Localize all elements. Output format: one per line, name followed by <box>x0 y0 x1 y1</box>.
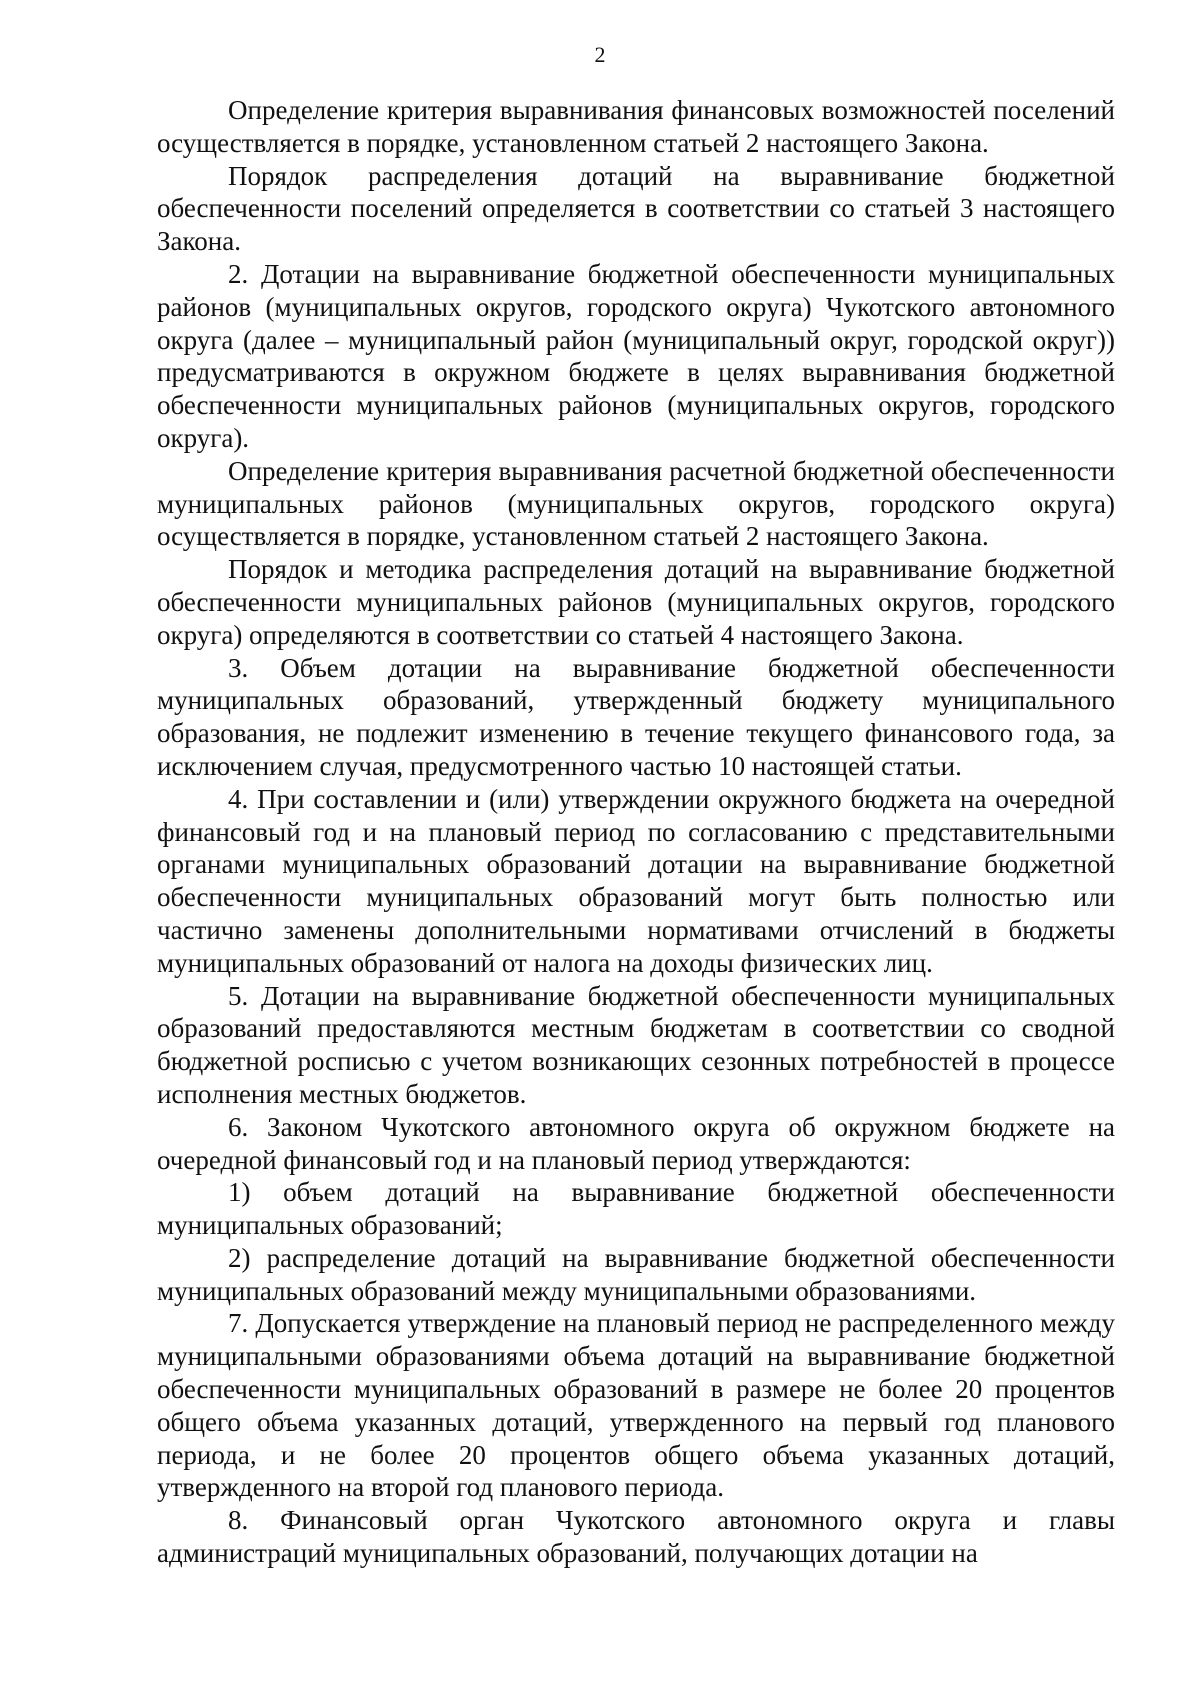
paragraph: 6. Законом Чукотского автономного округа об окружном бюджете на очередной финансовый год и на плановый период утверждаются: <box>157 1111 1115 1175</box>
paragraph: 3. Объем дотации на выравнивание бюджетной обеспеченности муниципальных образований, утвержденный бюджету муниципального образования, не подлежит изменению в течение текущего финансового года, за исключением случая, предусмотренного частью 10 настоящей статьи. <box>157 652 1115 781</box>
paragraph: 5. Дотации на выравнивание бюджетной обеспеченности муниципальных образований предоставляются местным бюджетам в соответствии со сводной бюджетной росписью с учетом возникающих сезонных потребностей в процессе исполнения местных бюджетов. <box>157 980 1115 1109</box>
page-number: 2 <box>594 42 606 67</box>
paragraph: 1) объем дотаций на выравнивание бюджетной обеспеченности муниципальных образований; <box>157 1177 1115 1241</box>
paragraph: Определение критерия выравнивания расчетной бюджетной обеспеченности муниципальных районов (муниципальных округов, городского округа) осуществляется в порядке, установленном статьей 2 настоящего Закона. <box>157 455 1115 552</box>
paragraph: 8. Финансовый орган Чукотского автономного округа и главы администраций муниципальных образований, получающих дотации на <box>157 1505 1115 1569</box>
paragraph: 2) распределение дотаций на выравнивание бюджетной обеспеченности муниципальных образований между муниципальными образованиями. <box>157 1242 1115 1306</box>
paragraph: 4. При составлении и (или) утверждении окружного бюджета на очередной финансовый год и на плановый период по согласованию с представительными органами муниципальных образований дотации на выравнивание бюджетной обеспеченности муниципальных образований могут быть полностью или частично заменены дополнительными нормативами отчислений в бюджеты муниципальных образований от налога на доходы физических лиц. <box>157 783 1115 978</box>
paragraph: Определение критерия выравнивания финансовых возможностей поселений осуществляется в порядке, установленном статьей 2 настоящего Закона. <box>157 95 1115 158</box>
paragraph: Порядок и методика распределения дотаций на выравнивание бюджетной обеспеченности муниципальных районов (муниципальных округов, городского округа) определяются в соответствии со статьей 4 настоящего Закона. <box>157 554 1115 650</box>
paragraph: 7. Допускается утверждение на плановый период не распределенного между муниципальными образованиями объема дотаций на выравнивание бюджетной обеспеченности муниципальных образований в размере не более 20 процентов общего объема указанных дотаций, утвержденного на первый год планового периода, и не более 20 процентов общего объема указанных дотаций, утвержденного на второй год планового периода. <box>157 1308 1115 1503</box>
paragraph: 2. Дотации на выравнивание бюджетной обеспеченности муниципальных районов (муниципальных округов, городского округа) Чукотского автономного округа (далее – муниципальный район (муниципальный округ, городской округ)) предусматриваются в окружном бюджете в целях выравнивания бюджетной обеспеченности муниципальных районов (муниципальных округов, городского округа). <box>157 258 1115 453</box>
document-body <box>157 94 1115 1570</box>
paragraph: Порядок распределения дотаций на выравнивание бюджетной обеспеченности поселений определяется в соответствии со статьей 3 настоящего Закона. <box>157 160 1115 257</box>
